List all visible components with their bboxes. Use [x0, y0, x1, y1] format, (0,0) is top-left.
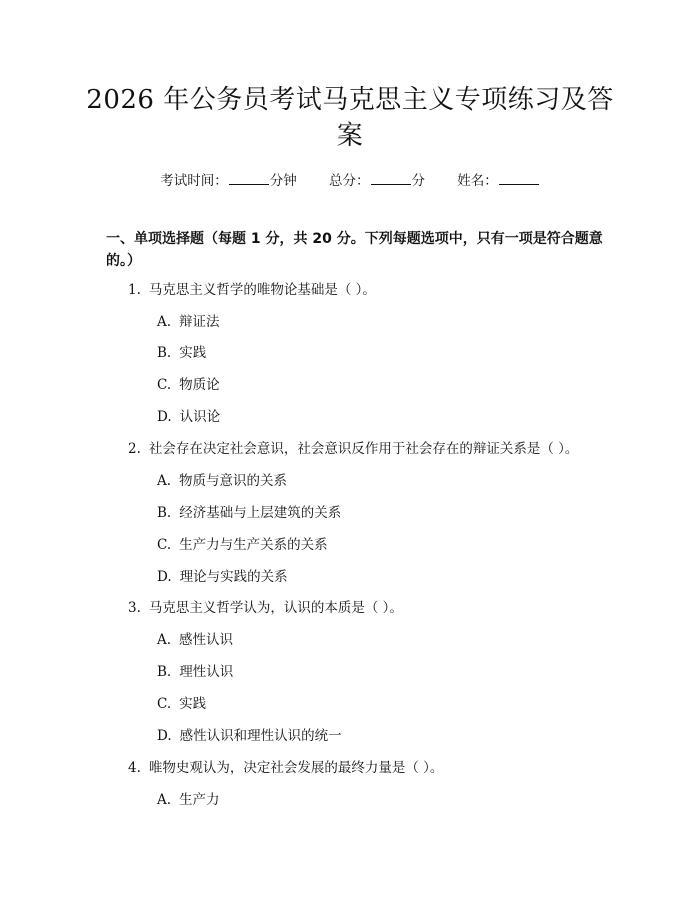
option-letter: A. — [157, 792, 172, 808]
exam-time-unit: 分钟 — [269, 173, 297, 189]
option-letter: C. — [157, 537, 172, 553]
option-letter: B. — [157, 664, 172, 680]
question-1-option-c — [157, 375, 220, 395]
section-heading-line-1: 一、单项选择题（每题 1 分，共 20 分。下列每题选项中，只有一项是符合题意 — [106, 231, 603, 247]
option-letter: A. — [157, 473, 172, 489]
option-text: 理论与实践的关系 — [179, 569, 288, 585]
exam-time-label: 考试时间： — [160, 173, 228, 189]
question-3-option-b — [157, 662, 233, 682]
question-text: 马克思主义哲学的唯物论基础是（ ）。 — [148, 282, 376, 298]
question-text: 唯物史观认为，决定社会发展的最终力量是（ ）。 — [148, 760, 444, 776]
document-title-line-2: 案 — [336, 121, 364, 151]
exam-time-blank — [229, 172, 269, 185]
option-text: 感性认识和理性认识的统一 — [179, 728, 342, 744]
total-score-field — [329, 173, 429, 189]
total-score-blank — [371, 172, 411, 185]
option-letter: A. — [157, 314, 172, 330]
question-2-option-a — [157, 471, 287, 491]
option-text: 物质与意识的关系 — [179, 473, 288, 489]
question-1-option-b — [157, 343, 206, 363]
option-text: 生产力与生产关系的关系 — [179, 537, 328, 553]
question-number: 4. — [128, 760, 141, 776]
option-letter: D. — [157, 728, 172, 744]
option-text: 生产力 — [179, 792, 220, 808]
document-title-line-1: 2026 年公务员考试马克思主义专项练习及答 — [86, 85, 614, 115]
name-label: 姓名： — [457, 173, 498, 189]
option-letter: B. — [157, 345, 172, 361]
question-2 — [128, 439, 578, 459]
total-score-unit: 分 — [411, 173, 425, 189]
option-text: 认识论 — [179, 409, 221, 425]
question-2-option-d — [157, 567, 288, 587]
question-2-option-c — [157, 535, 328, 555]
question-text: 社会存在决定社会意识，社会意识反作用于社会存在的辩证关系是（ ）。 — [148, 441, 579, 457]
question-number: 2. — [128, 441, 141, 457]
name-field — [457, 173, 540, 189]
name-blank — [499, 172, 539, 185]
exam-meta — [0, 169, 700, 189]
option-letter: A. — [157, 632, 172, 648]
total-score-label: 总分： — [329, 173, 370, 189]
question-3-option-a — [157, 630, 233, 650]
question-number: 3. — [128, 600, 141, 616]
question-number: 1. — [128, 282, 141, 298]
question-1 — [128, 280, 376, 300]
option-letter: C. — [157, 377, 172, 393]
question-2-option-b — [157, 503, 341, 523]
option-text: 感性认识 — [179, 632, 234, 648]
section-heading-line-2: 的。） — [106, 253, 141, 269]
option-letter: B. — [157, 505, 172, 521]
exam-time-field — [160, 173, 301, 189]
option-letter: D. — [157, 409, 172, 425]
option-text: 物质论 — [179, 377, 220, 393]
question-4 — [128, 758, 443, 778]
question-3-option-d — [157, 726, 342, 746]
question-text: 马克思主义哲学认为，认识的本质是（ ）。 — [148, 600, 403, 616]
question-3-option-c — [157, 694, 206, 714]
question-1-option-a — [157, 312, 220, 332]
question-1-option-d — [157, 407, 220, 427]
option-text: 经济基础与上层建筑的关系 — [179, 505, 342, 521]
option-letter: D. — [157, 569, 172, 585]
question-4-option-a — [157, 790, 220, 810]
option-letter: C. — [157, 696, 172, 712]
option-text: 实践 — [179, 696, 207, 712]
option-text: 辩证法 — [179, 314, 220, 330]
question-3 — [128, 598, 403, 618]
option-text: 理性认识 — [179, 664, 234, 680]
option-text: 实践 — [179, 345, 207, 361]
